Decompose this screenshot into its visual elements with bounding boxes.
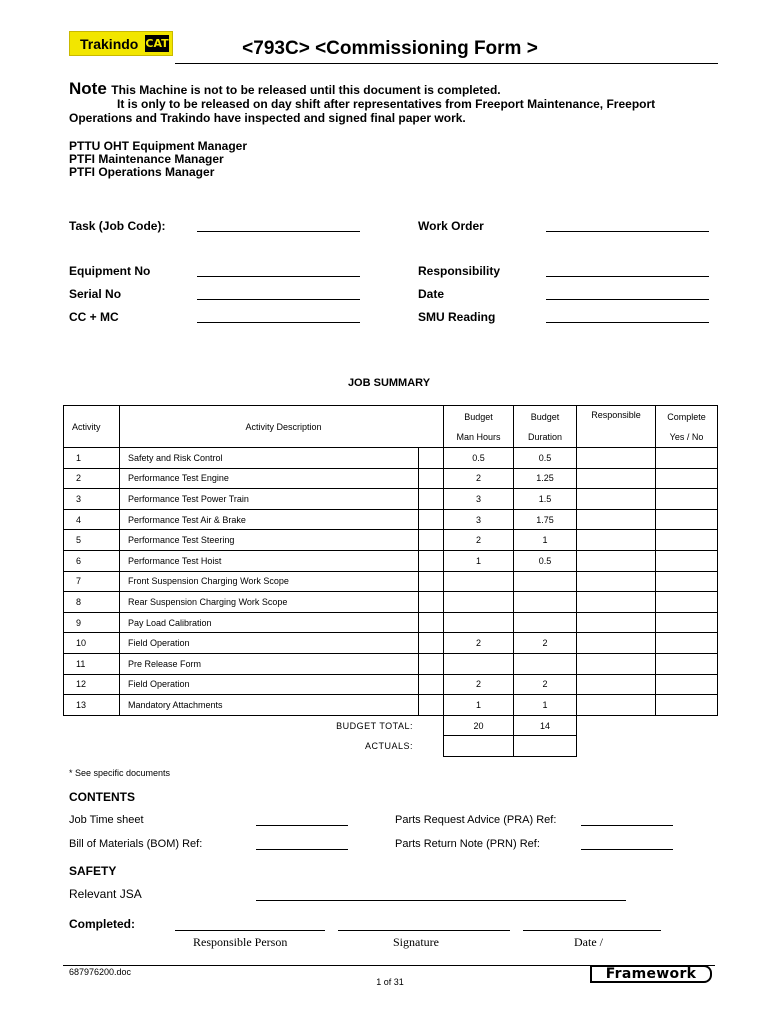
header-responsible: Responsible	[577, 406, 656, 448]
activity-number-cell: 8	[64, 592, 120, 613]
budget-man-hours-cell	[444, 612, 514, 633]
responsible-cell[interactable]	[577, 695, 656, 716]
complete-cell[interactable]	[656, 592, 718, 613]
budget-duration-cell: 1.5	[514, 489, 577, 510]
parts-request-label: Parts Request Advice (PRA) Ref:	[395, 814, 557, 826]
budget-man-hours-cell: 2	[444, 633, 514, 654]
table-row	[64, 530, 718, 551]
header-budget-du-2: Duration	[527, 431, 563, 442]
note-text-2: It is only to be released on day shift after representatives from Freeport Maintenance, Freeport	[117, 97, 656, 111]
budget-man-hours-cell	[444, 571, 514, 592]
job-time-sheet-field[interactable]	[256, 825, 348, 826]
table-row	[64, 571, 718, 592]
work-order-field[interactable]	[546, 231, 709, 232]
budget-duration-cell: 1.25	[514, 468, 577, 489]
budget-total-spacer	[577, 715, 718, 736]
activity-description-cell: Front Suspension Charging Work Scope	[120, 571, 419, 592]
table-row	[64, 633, 718, 654]
serial-no-field[interactable]	[197, 299, 360, 300]
activity-number-cell: 12	[64, 674, 120, 695]
complete-cell[interactable]	[656, 489, 718, 510]
complete-cell[interactable]	[656, 653, 718, 674]
budget-man-hours-cell: 0.5	[444, 448, 514, 469]
activity-blank-cell	[419, 448, 444, 469]
responsible-cell[interactable]	[577, 530, 656, 551]
activity-blank-cell	[419, 592, 444, 613]
activity-blank-cell	[419, 653, 444, 674]
activity-description-cell: Performance Test Steering	[120, 530, 419, 551]
responsibility-field[interactable]	[546, 276, 709, 277]
activity-number-cell: 11	[64, 653, 120, 674]
activity-description-cell: Performance Test Engine	[120, 468, 419, 489]
footer-doc-name: 687976200.doc	[69, 967, 132, 977]
budget-duration-cell	[514, 571, 577, 592]
activity-number-cell: 9	[64, 612, 120, 633]
budget-duration-cell: 1.75	[514, 509, 577, 530]
activity-number-cell: 3	[64, 489, 120, 510]
responsible-cell[interactable]	[577, 571, 656, 592]
budget-total-man-hours: 20	[444, 715, 514, 736]
activity-number-cell: 2	[64, 468, 120, 489]
actuals-label: ACTUALS:	[364, 741, 413, 752]
header-activity: Activity	[64, 406, 120, 448]
complete-cell[interactable]	[656, 448, 718, 469]
note-line-1	[69, 79, 501, 99]
activity-blank-cell	[419, 633, 444, 654]
budget-man-hours-cell: 2	[444, 530, 514, 551]
activity-blank-cell	[419, 509, 444, 530]
job-time-sheet-label: Job Time sheet	[69, 814, 144, 826]
responsible-cell[interactable]	[577, 509, 656, 530]
complete-cell[interactable]	[656, 468, 718, 489]
budget-total-duration: 14	[514, 715, 577, 736]
table-row	[64, 448, 718, 469]
activity-description-cell: Mandatory Attachments	[120, 695, 419, 716]
table-row	[64, 468, 718, 489]
header-budget-du-1: Budget	[530, 411, 560, 422]
framework-logo: Framework	[590, 965, 712, 983]
header-budget-man-hours	[444, 406, 514, 448]
budget-duration-cell: 0.5	[514, 448, 577, 469]
complete-cell[interactable]	[656, 509, 718, 530]
activity-description-cell: Pay Load Calibration	[120, 612, 419, 633]
parts-return-label: Parts Return Note (PRN) Ref:	[395, 838, 540, 850]
budget-duration-cell	[514, 612, 577, 633]
activity-number-cell: 1	[64, 448, 120, 469]
activity-number-cell: 6	[64, 550, 120, 571]
complete-cell[interactable]	[656, 612, 718, 633]
complete-cell[interactable]	[656, 550, 718, 571]
note-text-1: This Machine is not to be released until this document is completed.	[111, 83, 501, 97]
responsible-cell[interactable]	[577, 489, 656, 510]
manager-1: PTTU OHT Equipment Manager	[69, 139, 248, 153]
activity-description-cell: Field Operation	[120, 674, 419, 695]
header-complete-1: Complete	[667, 411, 706, 422]
responsible-person-field[interactable]	[175, 930, 325, 931]
responsible-cell[interactable]	[577, 674, 656, 695]
activity-blank-cell	[419, 489, 444, 510]
activity-blank-cell	[419, 612, 444, 633]
complete-cell[interactable]	[656, 530, 718, 551]
job-summary-title: JOB SUMMARY	[347, 377, 431, 389]
budget-duration-cell: 1	[514, 530, 577, 551]
activity-number-cell: 4	[64, 509, 120, 530]
contents-title: CONTENTS	[69, 790, 135, 804]
budget-duration-cell: 1	[514, 695, 577, 716]
table-header-row	[64, 406, 718, 448]
budget-duration-cell: 2	[514, 633, 577, 654]
table-row	[64, 612, 718, 633]
activity-description-cell: Performance Test Hoist	[120, 550, 419, 571]
relevant-jsa-field[interactable]	[256, 900, 626, 901]
table-row	[64, 674, 718, 695]
header-budget-mh-1: Budget	[464, 411, 493, 422]
actuals-row	[64, 736, 718, 757]
activity-blank-cell	[419, 468, 444, 489]
responsible-cell[interactable]	[577, 592, 656, 613]
work-order-label: Work Order	[418, 219, 484, 233]
date-field[interactable]	[546, 299, 709, 300]
smu-reading-field[interactable]	[546, 322, 709, 323]
responsibility-label: Responsibility	[418, 264, 501, 278]
smu-reading-label: SMU Reading	[418, 310, 496, 324]
relevant-jsa-label: Relevant JSA	[69, 887, 142, 901]
responsible-cell[interactable]	[577, 448, 656, 469]
budget-man-hours-cell	[444, 592, 514, 613]
footer-page-number: 1 of 31	[376, 977, 404, 987]
date-label: Date	[418, 287, 445, 301]
cat-logo-badge: CAT	[145, 37, 169, 50]
activity-number-cell: 10	[64, 633, 120, 654]
signature-caption: Signature	[393, 935, 439, 949]
responsible-cell[interactable]	[577, 633, 656, 654]
budget-man-hours-cell: 3	[444, 509, 514, 530]
table-row	[64, 550, 718, 571]
table-row	[64, 509, 718, 530]
responsible-person-caption: Responsible Person	[193, 935, 288, 949]
activity-blank-cell	[419, 695, 444, 716]
bom-field[interactable]	[256, 849, 348, 850]
page-title: <793C> <Commissioning Form >	[242, 38, 538, 59]
activity-description-cell: Safety and Risk Control	[120, 448, 419, 469]
note-text-3: Operations and Trakindo have inspected and signed final paper work.	[69, 111, 466, 125]
actuals-duration-cell[interactable]	[514, 736, 577, 757]
activity-description-cell: Field Operation	[120, 633, 419, 654]
bom-label: Bill of Materials (BOM) Ref:	[69, 838, 203, 850]
trakindo-cat-logo	[69, 31, 173, 56]
header-budget-duration	[514, 406, 577, 448]
activity-blank-cell	[419, 530, 444, 551]
activity-description-cell: Rear Suspension Charging Work Scope	[120, 592, 419, 613]
activity-number-cell: 7	[64, 571, 120, 592]
note-label: Note	[69, 79, 107, 98]
task-job-code-field[interactable]	[197, 231, 360, 232]
actuals-man-hours-cell[interactable]	[444, 736, 514, 757]
logo-brand: Trakindo	[80, 35, 139, 52]
activity-blank-cell	[419, 674, 444, 695]
actuals-spacer	[577, 736, 718, 757]
header-description: Activity Description	[120, 406, 444, 448]
complete-cell[interactable]	[656, 633, 718, 654]
date-caption: Date /	[574, 935, 603, 949]
parts-request-field[interactable]	[581, 825, 673, 826]
table-row	[64, 592, 718, 613]
signature-field[interactable]	[338, 930, 510, 931]
budget-man-hours-cell: 3	[444, 489, 514, 510]
task-job-code-label: Task (Job Code):	[69, 219, 166, 233]
responsible-cell[interactable]	[577, 468, 656, 489]
completed-date-field[interactable]	[523, 930, 661, 931]
table-row	[64, 695, 718, 716]
complete-cell[interactable]	[656, 571, 718, 592]
complete-cell[interactable]	[656, 695, 718, 716]
parts-return-field[interactable]	[581, 849, 673, 850]
budget-duration-cell: 2	[514, 674, 577, 695]
completed-label: Completed:	[69, 917, 135, 931]
budget-duration-cell	[514, 592, 577, 613]
activity-description-cell: Performance Test Power Train	[120, 489, 419, 510]
activity-blank-cell	[419, 571, 444, 592]
budget-man-hours-cell: 1	[444, 695, 514, 716]
table-row	[64, 653, 718, 674]
header-budget-mh-2: Man Hours	[456, 431, 501, 442]
header-complete	[656, 406, 718, 448]
responsible-cell[interactable]	[577, 550, 656, 571]
serial-no-label: Serial No	[69, 287, 122, 301]
table-row	[64, 489, 718, 510]
budget-total-label: BUDGET TOTAL:	[336, 720, 413, 731]
safety-title: SAFETY	[69, 864, 117, 878]
activity-description-cell: Pre Release Form	[120, 653, 419, 674]
header-complete-2: Yes / No	[669, 431, 704, 442]
cc-mc-label: CC + MC	[69, 310, 119, 324]
activity-description-cell: Performance Test Air & Brake	[120, 509, 419, 530]
equipment-no-label: Equipment No	[69, 264, 151, 278]
budget-total-row	[64, 715, 718, 736]
cc-mc-field[interactable]	[197, 322, 360, 323]
manager-3: PTFI Operations Manager	[69, 165, 215, 179]
budget-duration-cell: 0.5	[514, 550, 577, 571]
activity-number-cell: 5	[64, 530, 120, 551]
manager-2: PTFI Maintenance Manager	[69, 152, 224, 166]
budget-man-hours-cell: 1	[444, 550, 514, 571]
budget-duration-cell	[514, 653, 577, 674]
activity-number-cell: 13	[64, 695, 120, 716]
header-rule	[175, 63, 718, 64]
activity-blank-cell	[419, 550, 444, 571]
complete-cell[interactable]	[656, 674, 718, 695]
budget-man-hours-cell: 2	[444, 674, 514, 695]
budget-man-hours-cell: 2	[444, 468, 514, 489]
responsible-cell[interactable]	[577, 653, 656, 674]
equipment-no-field[interactable]	[197, 276, 360, 277]
footnote: * See specific documents	[69, 768, 171, 778]
budget-man-hours-cell	[444, 653, 514, 674]
responsible-cell[interactable]	[577, 612, 656, 633]
job-summary-table	[63, 405, 718, 757]
